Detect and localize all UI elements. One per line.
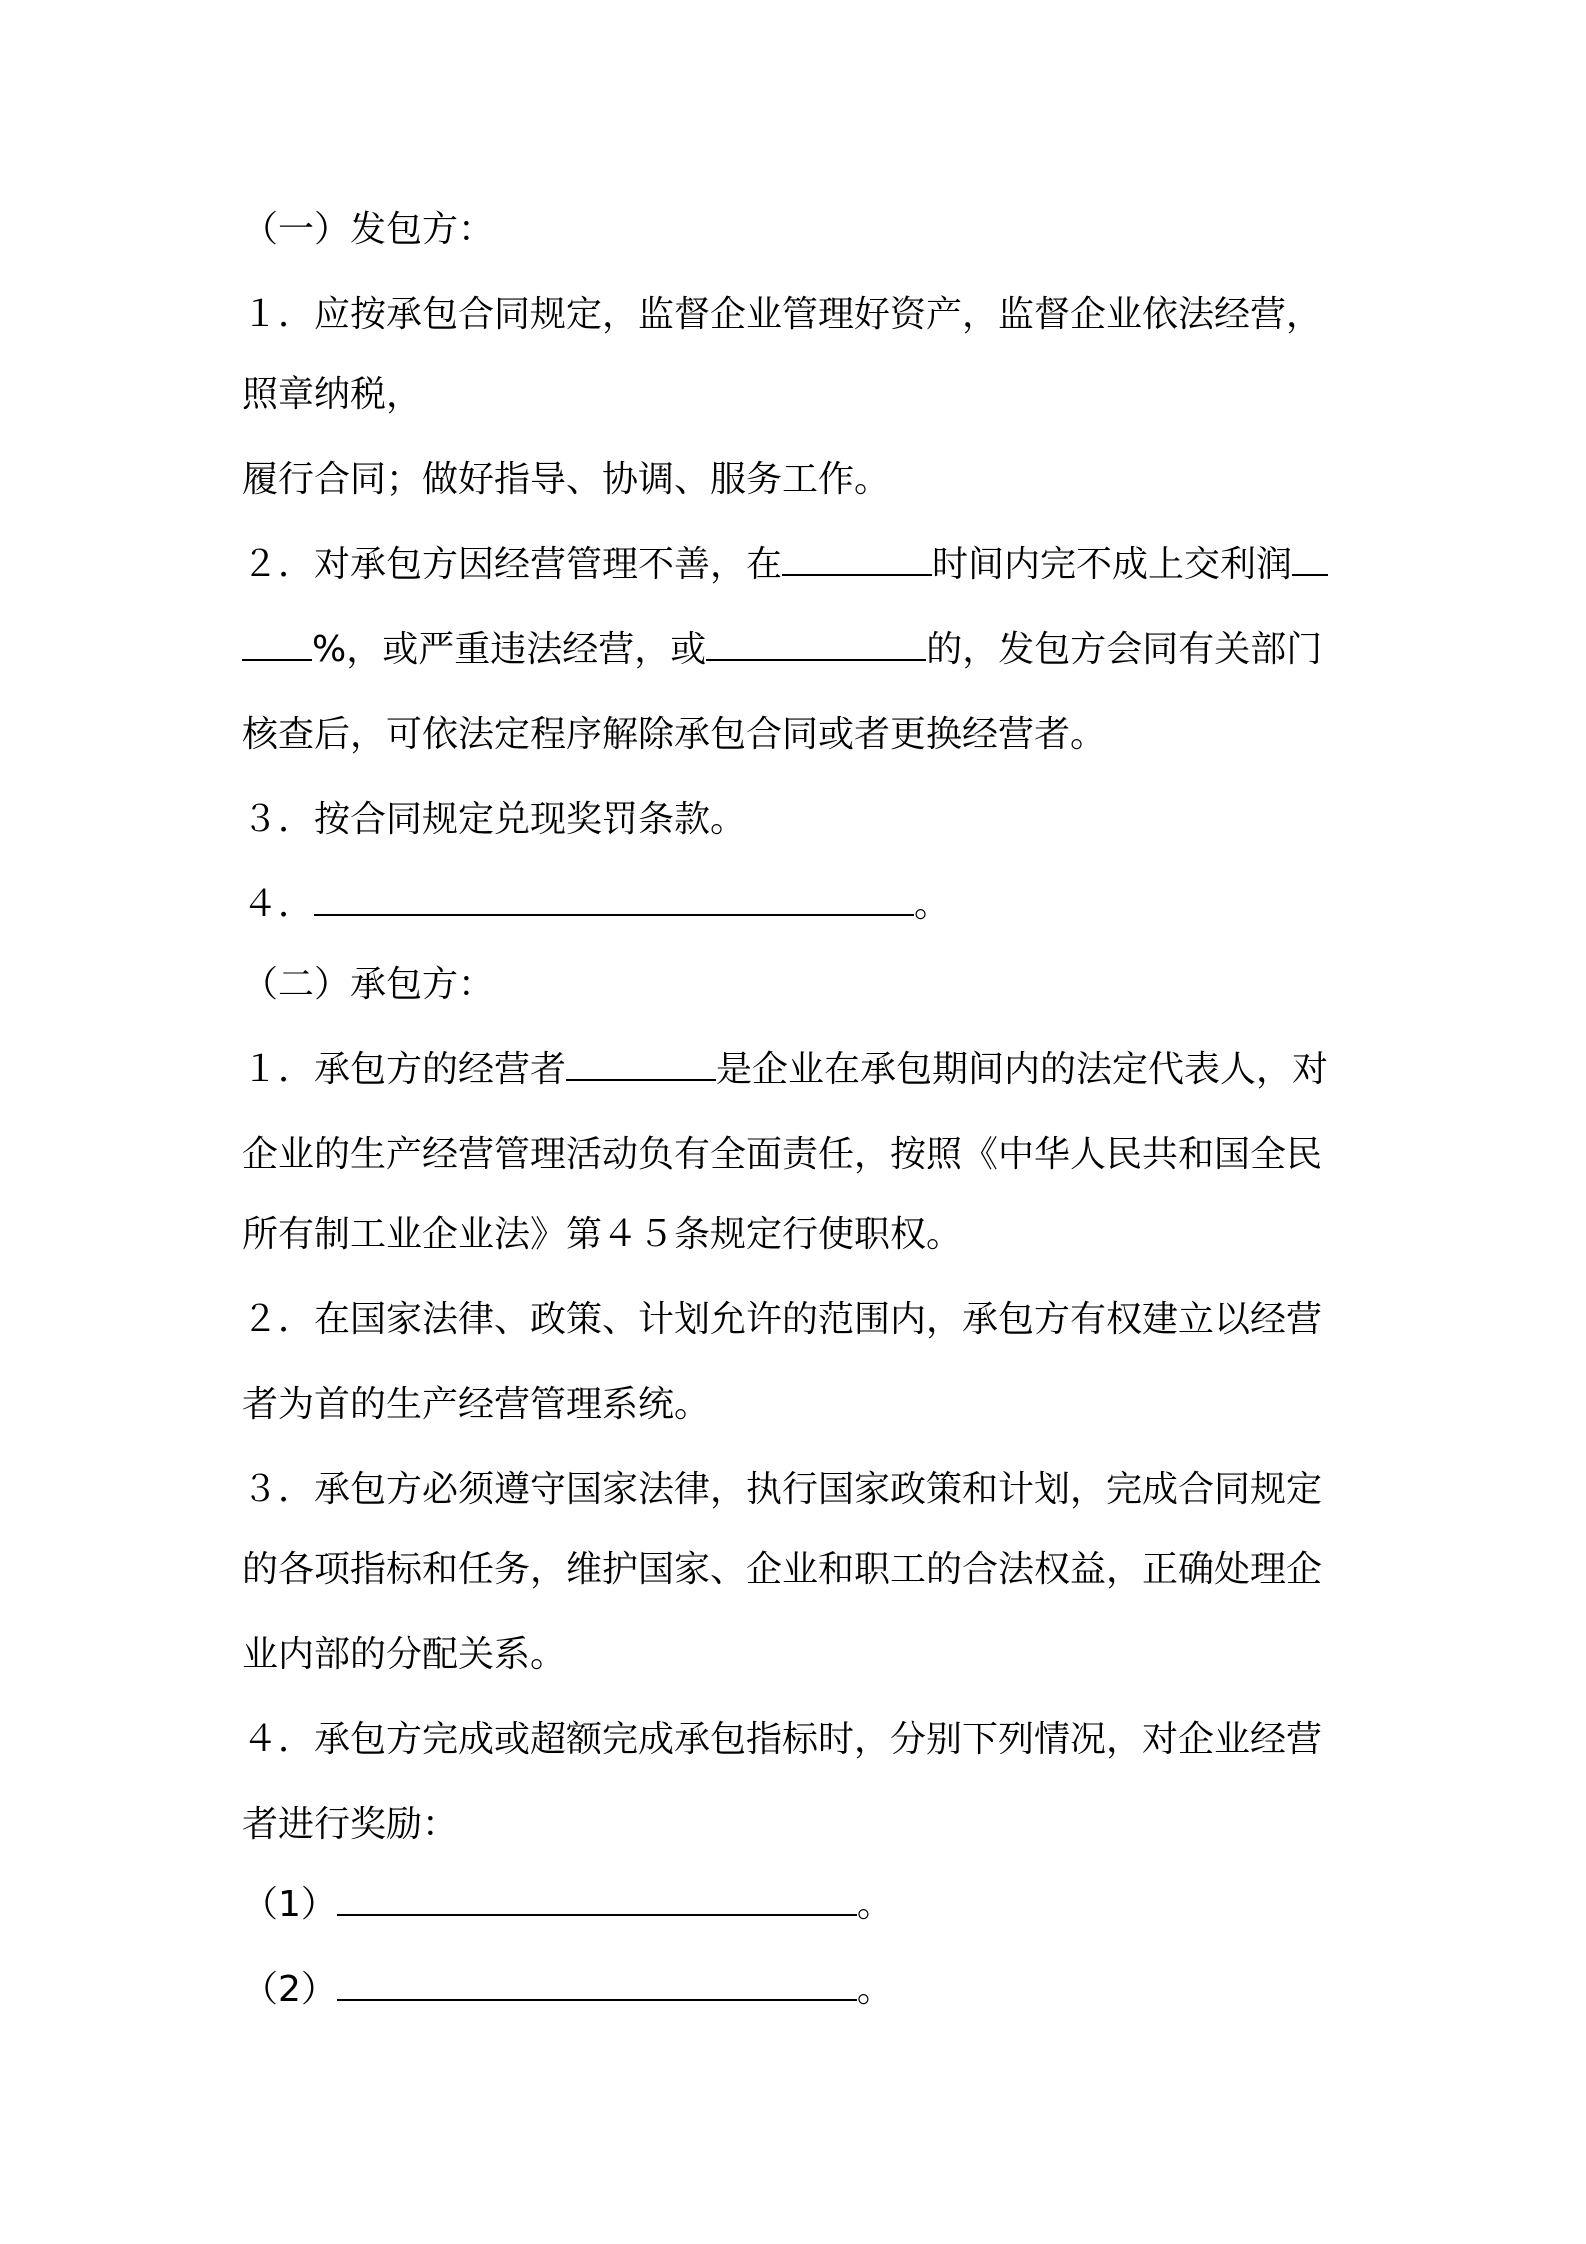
blank-condition-field[interactable] [706, 625, 926, 661]
blank-time-field[interactable] [782, 540, 932, 576]
blank-sub2-field[interactable] [337, 1965, 857, 2001]
section1-item2-line2: %，或严重违法经营，或 的，发包方会同有关部门 [242, 625, 1362, 675]
blank-profit-field-start[interactable] [1292, 540, 1328, 576]
section1-item2-line3: 核查后，可依法定程序解除承包合同或者更换经营者。 [242, 714, 1107, 755]
blank-profit-field-end[interactable] [242, 625, 312, 661]
section2-item2-line2: 者为首的生产经营管理系统。 [242, 1384, 711, 1425]
section2-sub2: （2） 。 [242, 1965, 1362, 2015]
blank-operator-name-field[interactable] [566, 1045, 716, 1081]
section2-item1-line1: １．承包方的经营者 是企业在承包期间内的法定代表人，对 [242, 1045, 1362, 1095]
section2-item1-line2: 企业的生产经营管理活动负有全面责任，按照《中华人民共和国全民 [242, 1134, 1323, 1175]
section2-sub1: （1） 。 [242, 1880, 1362, 1930]
section1-item1-line3: 履行合同；做好指导、协调、服务工作。 [242, 459, 891, 500]
section2-item3-line1: ３．承包方必须遵守国家法律，执行国家政策和计划，完成合同规定 [242, 1469, 1323, 1510]
section2-item1-line3: 所有制工业企业法》第４５条规定行使职权。 [242, 1214, 963, 1255]
section2-item2-line1: ２．在国家法律、政策、计划允许的范围内，承包方有权建立以经营 [242, 1299, 1323, 1340]
blank-item4-field[interactable] [314, 880, 914, 916]
blank-sub1-field[interactable] [337, 1880, 857, 1916]
section2-item3-line3: 业内部的分配关系。 [242, 1634, 567, 1675]
section2-item4-line2: 者进行奖励： [242, 1804, 459, 1845]
section1-heading: （一）发包方： [242, 209, 495, 250]
section1-item2-line1: ２．对承包方因经营管理不善，在 时间内完不成上交利润 [242, 540, 1362, 590]
section1-item1-line2: 照章纳税， [242, 374, 423, 415]
section1-item3: ３．按合同规定兑现奖罚条款。 [242, 799, 747, 840]
section2-item4-line1: ４．承包方完成或超额完成承包指标时，分别下列情况，对企业经营 [242, 1719, 1323, 1760]
section2-heading: （二）承包方： [242, 964, 495, 1005]
section1-item1-line1: １．应按承包合同规定，监督企业管理好资产，监督企业依法经营， [242, 294, 1323, 335]
section1-item4: ４． 。 [242, 880, 1362, 930]
section2-item3-line2: 的各项指标和任务，维护国家、企业和职工的合法权益，正确处理企 [242, 1549, 1323, 1590]
